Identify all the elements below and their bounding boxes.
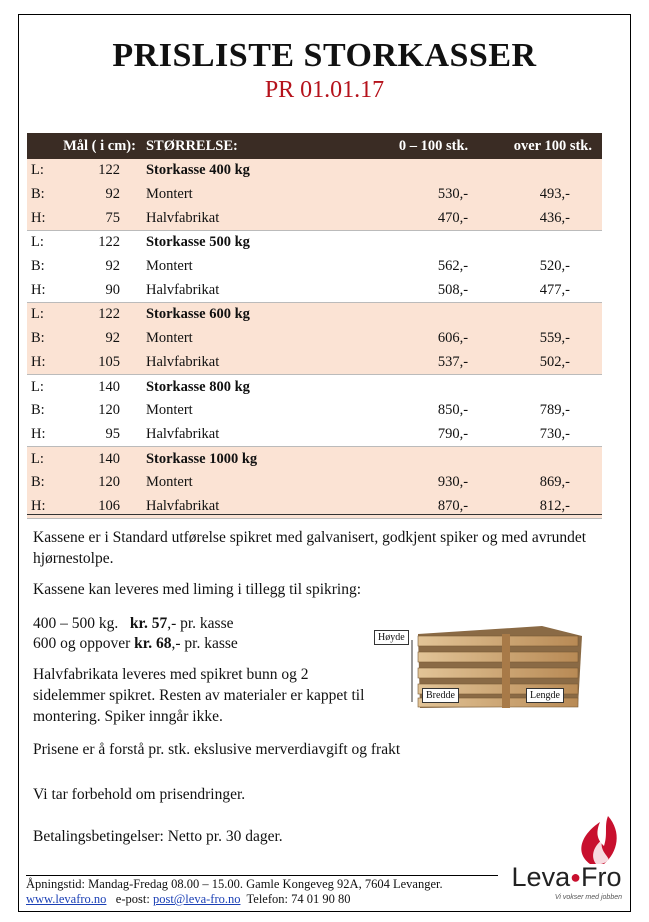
table-row (27, 495, 602, 519)
table-row (27, 278, 602, 302)
dim-value: 95 (68, 423, 146, 447)
price-high (468, 231, 602, 255)
table-row (27, 423, 602, 447)
dim-label: H: (27, 206, 68, 230)
table-row (27, 159, 602, 183)
dim-label: H: (27, 495, 68, 519)
dim-label: B: (31, 402, 45, 419)
header-dimensions: Mål ( i cm): (27, 133, 146, 159)
table-header-row (27, 133, 602, 159)
header-qty-low: 0 – 100 stk. (348, 133, 468, 159)
product-name: Storkasse 1000 kg (146, 447, 348, 471)
price-low: 530,- (348, 183, 468, 207)
header-size: STØRRELSE: (146, 133, 348, 159)
table-row (27, 183, 602, 207)
email-label: e-post: (115, 892, 150, 906)
dim-value: 120 (68, 471, 146, 495)
price-low (348, 231, 468, 255)
liming-line-1 (33, 613, 373, 634)
liming-1-unit: ,- pr. kasse (167, 615, 234, 632)
price-high (468, 375, 602, 399)
header-qty-high: over 100 stk. (468, 133, 602, 159)
dim-value: 140 (68, 447, 146, 471)
dim-value: 90 (68, 278, 146, 302)
logo-tagline: Vi vokser med jobben (554, 894, 622, 901)
width-label: Bredde (422, 688, 459, 703)
price-high: 477,- (468, 278, 602, 302)
halvfabrikata-text: Halvfabrikata leveres med spikret bunn og 2 sidelemmer spikret. Resten av materialer er kappet til montering. Spiker inngår ikke. (33, 666, 365, 725)
website-link[interactable]: www.levafro.no (26, 892, 107, 906)
price-low: 508,- (348, 278, 468, 302)
price-high: 502,- (468, 351, 602, 375)
variant-label: Halvfabrikat (146, 278, 348, 302)
height-label: Høyde (374, 630, 409, 645)
table-row (27, 206, 602, 230)
price-high (468, 159, 602, 183)
product-name: Storkasse 500 kg (145, 234, 250, 251)
logo-text-right: Fro (580, 862, 622, 892)
variant-label: Halvfabrikat (146, 206, 348, 230)
footer-rule (26, 875, 498, 876)
price-high: 493,- (468, 183, 602, 207)
dim-label: L: (27, 447, 68, 471)
standard-text: Kassene er i Standard utførelse spikret med galvanisert, godkjent spiker og med avrundet hjørnestolpe. (33, 529, 587, 567)
variant-label: Montert (146, 471, 348, 495)
price-low: 562,- (437, 258, 469, 275)
flame-icon (504, 812, 629, 867)
price-low: 470,- (348, 206, 468, 230)
dim-value: 122 (68, 159, 146, 183)
table-row (27, 327, 602, 351)
price-table (27, 133, 602, 519)
price-low (348, 375, 468, 399)
product-name: Storkasse 400 kg (146, 159, 348, 183)
email-link[interactable]: post@leva-fro.no (152, 892, 241, 906)
footer-hours: Åpningstid: Mandag-Fredag 08.00 – 15.00. Gamle Kongeveg 92A, 7604 Levanger. (26, 877, 443, 891)
price-low (348, 159, 468, 183)
dim-value: 92 (68, 183, 146, 207)
price-high: 869,- (468, 471, 602, 495)
price-low: 850,- (437, 402, 469, 419)
dim-label: L: (31, 234, 44, 251)
logo-text-left: Leva (511, 862, 571, 892)
price-high: 789,- (539, 402, 570, 419)
price-high: 559,- (468, 327, 602, 351)
dim-value: 120 (98, 402, 120, 419)
dim-value: 75 (68, 206, 146, 230)
page-subtitle: PR 01.01.17 (264, 77, 385, 103)
price-low: 870,- (348, 495, 468, 519)
liming-line-2 (33, 633, 373, 654)
logo-dot-icon: ● (570, 867, 581, 887)
dim-label: H: (27, 278, 68, 302)
table-row (27, 399, 602, 423)
table-row (27, 351, 602, 375)
price-high (468, 447, 602, 471)
price-low: 606,- (348, 327, 468, 351)
page-title: PRISLISTE STORKASSER (112, 37, 537, 74)
dim-value: 92 (105, 258, 120, 275)
variant-label: Halvfabrikat (146, 423, 348, 447)
price-low: 930,- (348, 471, 468, 495)
liming-1-price: kr. 57 (129, 615, 168, 632)
payment-text: Betalingsbetingelser: Netto pr. 30 dager. (33, 828, 283, 845)
table-row (27, 231, 602, 255)
logo-wordmark (504, 862, 629, 893)
length-label: Lengde (526, 688, 564, 703)
dim-value: 106 (68, 495, 146, 519)
variant-label: Halvfabrikat (146, 351, 348, 375)
dim-label: L: (27, 303, 68, 327)
dim-label: L: (27, 159, 68, 183)
dim-value: 122 (68, 303, 146, 327)
price-low (348, 303, 468, 327)
table-row (27, 255, 602, 279)
table-row (27, 303, 602, 327)
footer-contact (26, 892, 506, 907)
prices-text: Prisene er å forstå pr. stk. ekslusive merverdiavgift og frakt (33, 741, 401, 758)
price-high: 812,- (468, 495, 602, 519)
dim-label: B: (27, 327, 68, 351)
levafro-logo (504, 812, 629, 907)
table-row (27, 471, 602, 495)
liming-2-unit: ,- pr. kasse (171, 635, 238, 652)
variant-label: Montert (145, 258, 193, 275)
table-row (27, 447, 602, 471)
price-low: 790,- (348, 423, 468, 447)
table-bottom-rule (27, 514, 602, 515)
dim-value: 122 (98, 234, 120, 251)
variant-label: Montert (145, 402, 193, 419)
product-name: Storkasse 800 kg (145, 378, 250, 395)
dim-value: 105 (68, 351, 146, 375)
dim-label: B: (27, 183, 68, 207)
variant-label: Halvfabrikat (146, 495, 348, 519)
liming-2-label: 600 og oppover (33, 635, 135, 652)
dim-value: 92 (68, 327, 146, 351)
variant-label: Montert (146, 327, 348, 351)
dim-label: H: (27, 423, 68, 447)
liming-2-price: kr. 68 (134, 635, 172, 652)
liming-1-label: 400 – 500 kg. (33, 615, 130, 632)
dim-label: B: (27, 471, 68, 495)
price-high: 520,- (539, 258, 570, 275)
dim-value: 140 (98, 378, 120, 395)
price-low: 537,- (348, 351, 468, 375)
variant-label: Montert (146, 183, 348, 207)
price-high: 730,- (468, 423, 602, 447)
price-high: 436,- (468, 206, 602, 230)
price-high (468, 303, 602, 327)
product-name: Storkasse 600 kg (146, 303, 348, 327)
dim-label: L: (31, 378, 44, 395)
phone-text: Telefon: 74 01 90 80 (246, 892, 351, 906)
dim-label: H: (27, 351, 68, 375)
reservation-text: Vi tar forbehold om prisendringer. (33, 786, 246, 803)
price-low (348, 447, 468, 471)
liming-text: Kassene kan leveres med liming i tillegg til spikring: (33, 581, 362, 598)
crate-illustration (372, 622, 588, 708)
dim-label: B: (31, 258, 45, 275)
table-row (27, 375, 602, 399)
